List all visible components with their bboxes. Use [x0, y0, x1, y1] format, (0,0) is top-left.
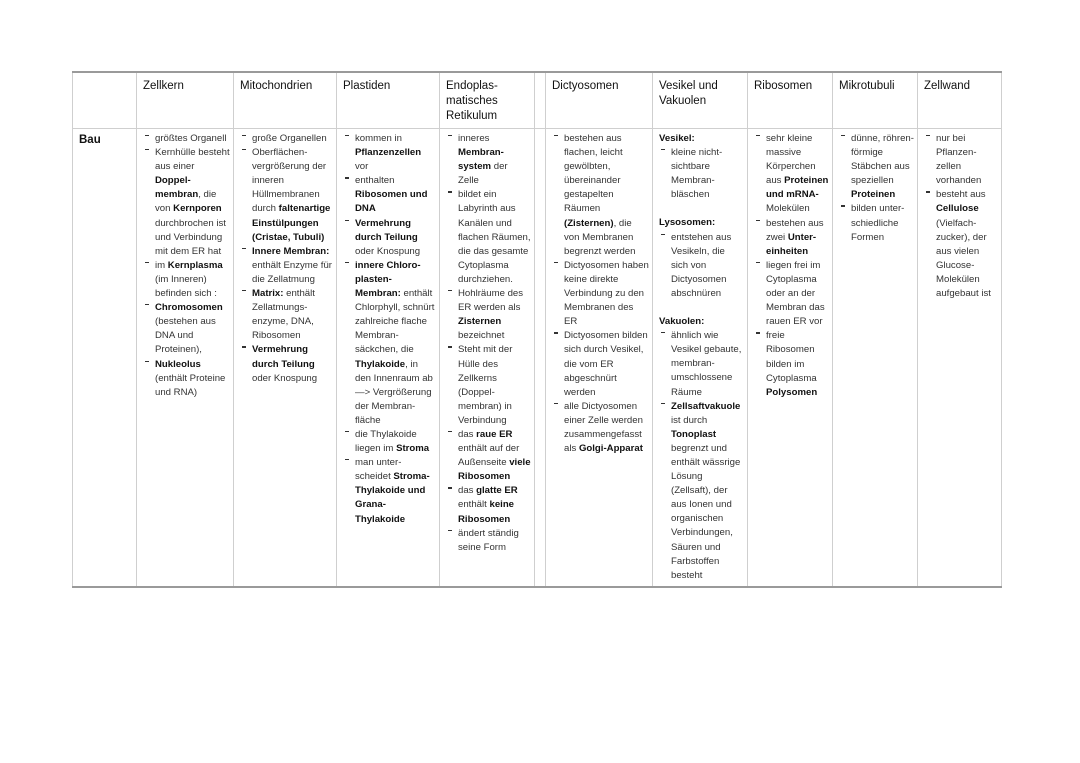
header-line: Endoplas- [446, 80, 498, 92]
bullet-item: liegen frei im Cytoplasma oder an der Membran das rauen ER vor [754, 259, 829, 329]
header-vesikel-vakuolen [653, 72, 748, 129]
bullet-item: das glatte ER enthält keine Ribosomen [446, 484, 531, 526]
bullet-item: bildet ein Labyrinth aus Kanälen und flachen Räumen, die das gesamte Cytoplasma durchziehen. [446, 188, 531, 287]
bullet-item: Vermehrung durch Teilung oder Knospung [343, 217, 436, 259]
header-line: Vakuolen [659, 95, 707, 107]
lysosomen-heading: Lysosomen: [659, 217, 716, 229]
header-line: Retikulum [446, 110, 498, 122]
emphasis-term: Zisternen [458, 316, 502, 328]
emphasis-term: Doppel-membran [155, 175, 199, 201]
bullet-item: ähnlich wie Vesikel gebaute, membran-umschlossene Räume [659, 329, 744, 399]
emphasis-term: Pflanzenzellen [355, 147, 422, 159]
emphasis-term: Proteinen und mRNA- [766, 175, 829, 201]
bullet-item: Zellsaftvakuole ist durch Tonoplast begrenzt und enthält wässrige Lösung (Zellsaft), der aus Ionen und organischen Verbindungen, Säuren und Farbstoffen besteht [659, 400, 744, 583]
bullet-item: das raue ER enthält auf der Außenseite viele Ribosomen [446, 428, 531, 484]
bullet-item: größtes Organell [143, 132, 230, 146]
bullet-item: Dictyosomen bilden sich durch Vesikel, die vom ER abgeschnürt werden [552, 329, 649, 399]
bullet-item: bestehen aus flachen, leicht gewölbten, übereinander gestapelten Räumen (Zisternen), die von Membranen begrenzt werden [552, 132, 649, 259]
bullet-item: kleine nicht-sichtbare Membran-bläschen [659, 146, 744, 202]
bullet-list [659, 329, 744, 583]
bullet-item: kommen in Pflanzenzellen vor [343, 132, 436, 174]
header-mitochondrien: Mitochondrien [234, 72, 337, 129]
bullet-item: dünne, röhren-förmige Stäbchen aus speziellen Proteinen [839, 132, 914, 202]
bullet-item: Nukleolus (enthält Proteine und RNA) [143, 358, 230, 400]
cell-zellwand [918, 129, 1002, 587]
header-gap [535, 72, 546, 129]
bullet-item: Dictyosomen haben keine direkte Verbindung zu den Membranen des ER [552, 259, 649, 329]
bullet-list [839, 132, 914, 245]
header-zellkern: Zellkern [137, 72, 234, 129]
emphasis-term: viele Ribosomen [458, 457, 531, 483]
biology-table-sheet [72, 71, 1001, 588]
header-mikrotubuli: Mikrotubuli [833, 72, 918, 129]
cell-zellkern [137, 129, 234, 587]
emphasis-term: innere Chloro-plasten-Membran: [355, 259, 421, 300]
emphasis-term: Chromosomen [155, 302, 223, 314]
bullet-item: Vermehrung durch Teilung oder Knospung [240, 343, 333, 385]
header-dictyosomen: Dictyosomen [546, 72, 653, 129]
header-empty [73, 72, 137, 129]
bullet-item: Kernhülle besteht aus einer Doppel-membran, die von Kernporen durchbrochen ist und Verbindung mit dem ER hat [143, 146, 230, 259]
cell-mitochondrien [234, 129, 337, 587]
vesikel-heading: Vesikel: [659, 133, 695, 144]
bullet-item: enthalten Ribosomen und DNA [343, 174, 436, 216]
bullet-list [754, 132, 829, 400]
bullet-item: Matrix: enthält Zellatmungs-enzyme, DNA, Ribosomen [240, 287, 333, 343]
row-label-bau: Bau [73, 129, 137, 587]
bullet-item: freie Ribosomen bilden im Cytoplasma Polysomen [754, 329, 829, 399]
header-plastiden: Plastiden [337, 72, 440, 129]
cell-vesikel-vakuolen [653, 129, 748, 587]
bullet-item: bestehen aus zwei Unter-einheiten [754, 217, 829, 259]
emphasis-term: Thylakoide [355, 358, 406, 370]
emphasis-term: keine Ribosomen [458, 499, 515, 525]
emphasis-term: Vermehrung durch Teilung [252, 344, 315, 370]
bullet-list [143, 132, 230, 400]
header-er [440, 72, 535, 129]
header-row [73, 72, 1002, 129]
cell-mikrotubuli [833, 129, 918, 587]
cell-organelles-table [72, 71, 1002, 588]
bullet-item: man unter-scheidet Stroma-Thylakoide und Grana-Thylakoide [343, 456, 436, 526]
emphasis-term: Stroma-Thylakoide und Grana-Thylakoide [355, 471, 430, 525]
emphasis-term: Proteinen [851, 189, 896, 201]
emphasis-term: glatte ER [476, 485, 518, 497]
emphasis-term: Matrix: [252, 288, 284, 300]
emphasis-term: Unter-einheiten [766, 231, 817, 257]
emphasis-term: Tonoplast [671, 428, 717, 440]
emphasis-term: Kernplasma [167, 259, 223, 271]
cell-ribosomen [748, 129, 833, 587]
bullet-list [343, 132, 436, 527]
bullet-list [240, 132, 333, 386]
emphasis-term: Innere Membran: [252, 245, 330, 257]
row-bau [73, 129, 1002, 587]
emphasis-term: Kernporen [173, 203, 222, 215]
bullet-item: ändert ständig seine Form [446, 527, 531, 555]
cell-dictyosomen [546, 129, 653, 587]
vakuolen-heading: Vakuolen: [659, 316, 705, 328]
emphasis-term: raue ER [476, 428, 513, 440]
bullet-item: inneres Membran-system der Zelle [446, 132, 531, 188]
bullet-item: Chromosomen (bestehen aus DNA und Proteinen), [143, 301, 230, 357]
cell-plastiden [337, 129, 440, 587]
bullet-item: besteht aus Cellulose (Vielfach-zucker), der aus vielen Glucose-Molekülen aufgebaut ist [924, 188, 998, 301]
bullet-item: bilden unter-schiedliche Formen [839, 202, 914, 244]
bullet-item: im Kernplasma (im Inneren) befinden sich : [143, 259, 230, 301]
header-line: Vesikel und [659, 80, 718, 92]
header-line: matisches [446, 95, 498, 107]
bullet-list [924, 132, 998, 301]
emphasis-term: Polysomen [766, 386, 818, 398]
emphasis-term: (Zisternen) [564, 217, 614, 229]
emphasis-term: Ribosomen und DNA [355, 189, 428, 215]
emphasis-term: Stroma [396, 443, 430, 455]
emphasis-term: Zellsaftvakuole [671, 400, 741, 412]
bullet-item: Innere Membran: enthält Enzyme für die Zellatmung [240, 245, 333, 287]
bullet-item: innere Chloro-plasten-Membran: enthält Chlorphyll, schnürt zahlreiche flache Membran-säckchen, die Thylakoide, in den Innenraum ab —> Vergrößerung der Membran-fläche [343, 259, 436, 428]
cell-gap [535, 129, 546, 587]
bullet-item: nur bei Pflanzen-zellen vorhanden [924, 132, 998, 188]
bullet-item: Steht mit der Hülle des Zellkerns (Doppel-membran) in Verbindung [446, 343, 531, 428]
bullet-item: Oberflächen-vergrößerung der inneren Hüllmembranen durch faltenartige Einstülpungen (Cristae, Tubuli) [240, 146, 333, 245]
bullet-item: sehr kleine massive Körperchen aus Proteinen und mRNA-Molekülen [754, 132, 829, 217]
header-zellwand: Zellwand [918, 72, 1002, 129]
emphasis-term: Membran-system [458, 147, 504, 173]
cell-er [440, 129, 535, 587]
emphasis-term: Vermehrung durch Teilung [355, 217, 418, 243]
emphasis-term: faltenartige Einstülpungen (Cristae, Tubuli) [252, 203, 331, 243]
bullet-item: Hohlräume des ER werden als Zisternen bezeichnet [446, 287, 531, 343]
emphasis-term: Nukleolus [155, 358, 201, 370]
header-ribosomen: Ribosomen [748, 72, 833, 129]
emphasis-term: Golgi-Apparat [578, 443, 643, 455]
bullet-list [552, 132, 649, 456]
bullet-item: große Organellen [240, 132, 333, 146]
bullet-list [659, 146, 744, 202]
bullet-item: die Thylakoide liegen im Stroma [343, 428, 436, 456]
bullet-list [659, 231, 744, 301]
bullet-item: entstehen aus Vesikeln, die sich von Dictyosomen abschnüren [659, 231, 744, 301]
emphasis-term: Cellulose [936, 203, 979, 215]
bullet-list [446, 132, 531, 555]
bullet-item: alle Dictyosomen einer Zelle werden zusammengefasst als Golgi-Apparat [552, 400, 649, 456]
